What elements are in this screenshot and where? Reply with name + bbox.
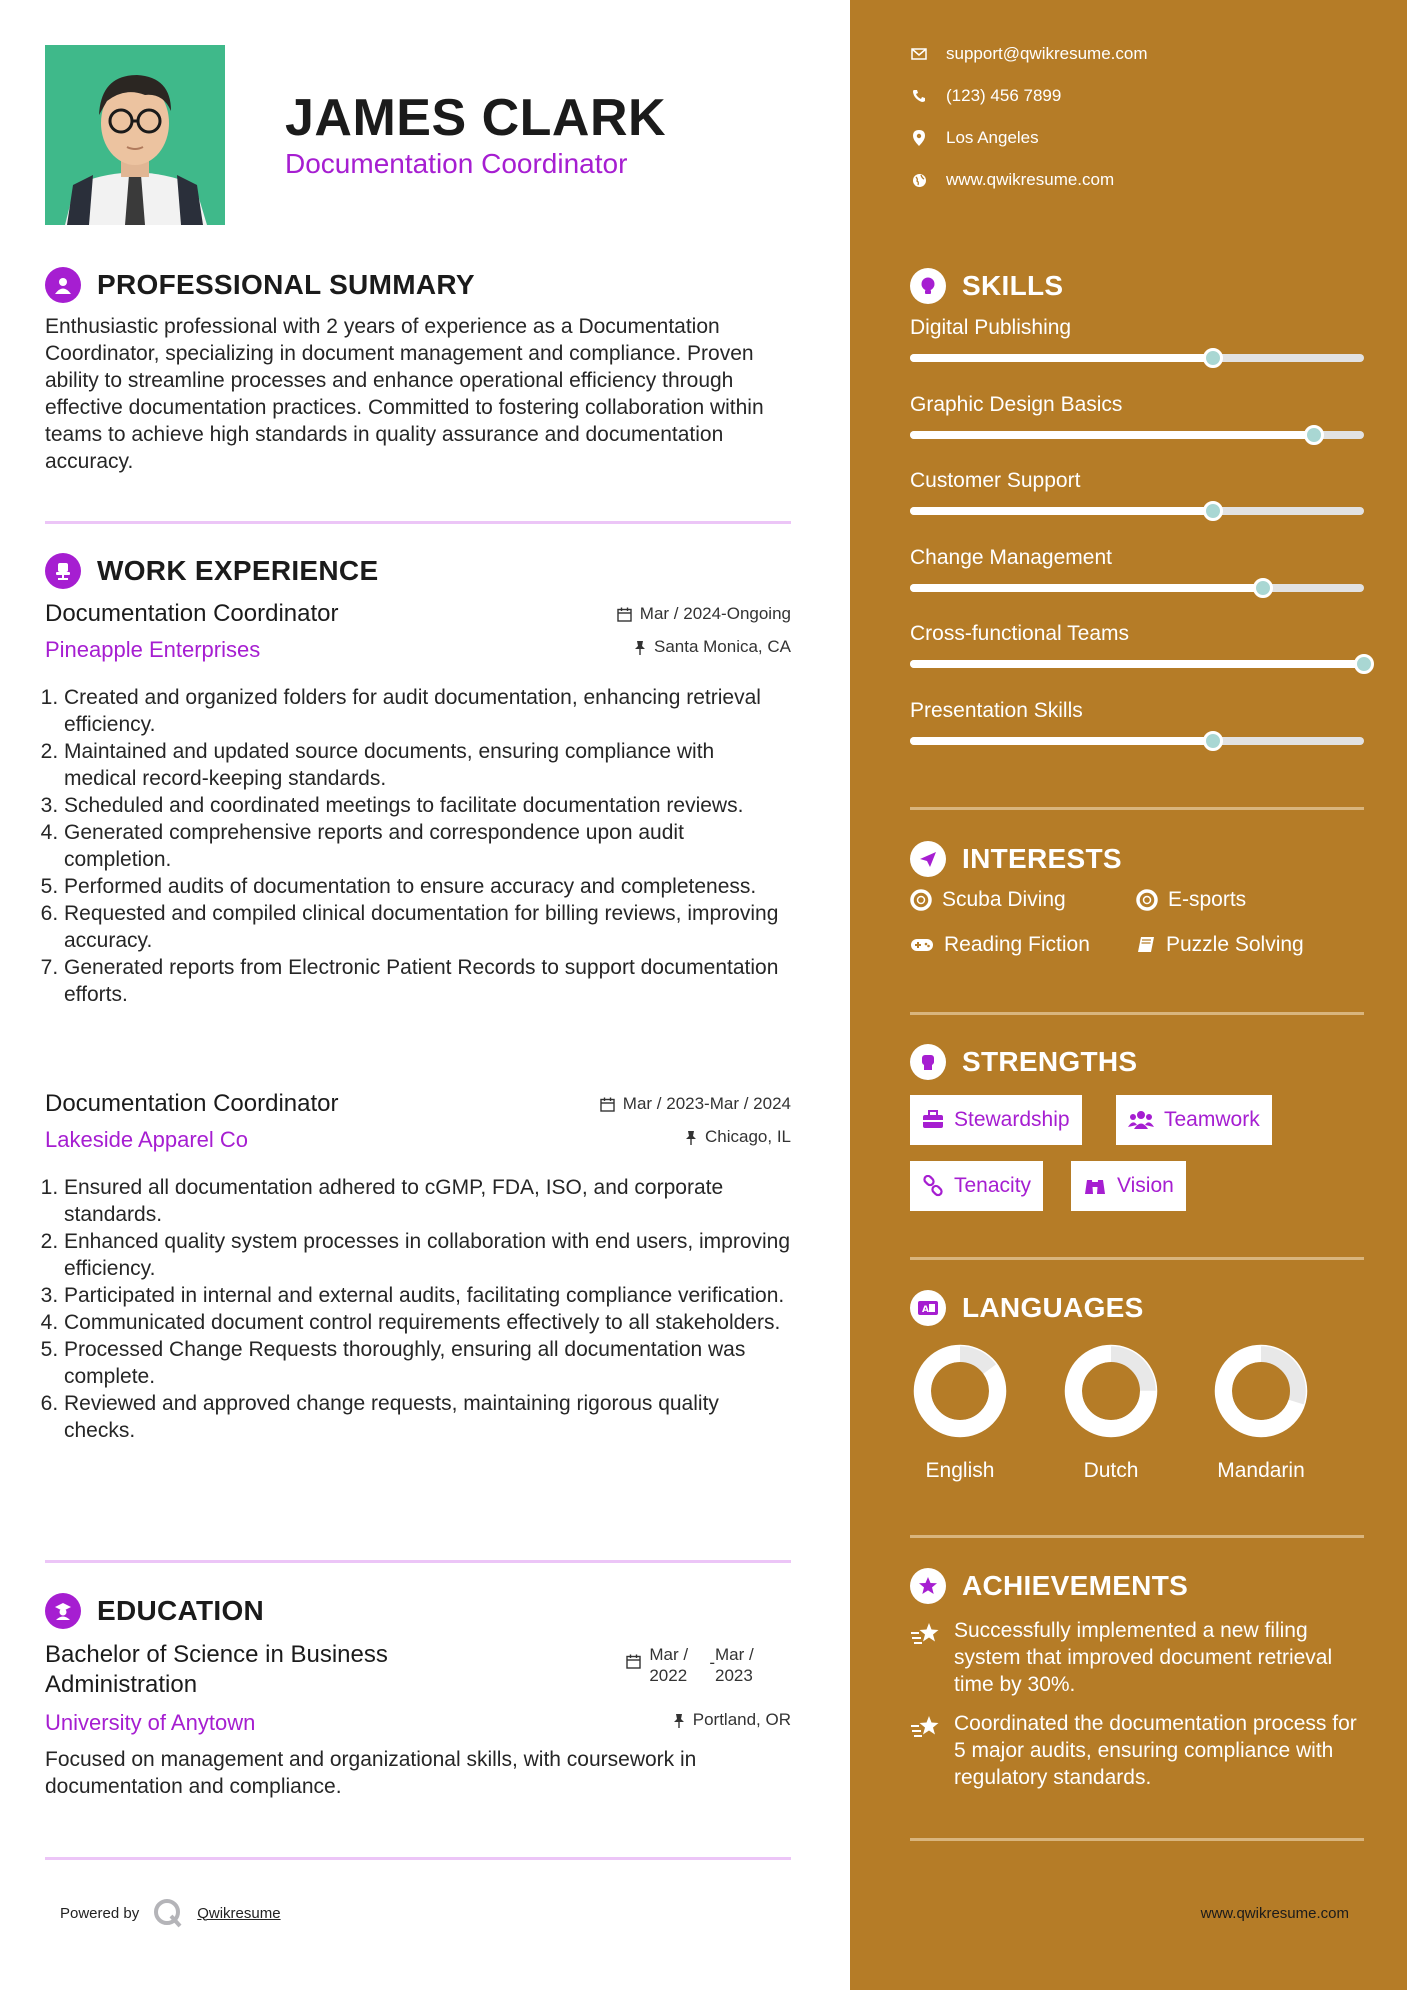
job-bullet: 6. Requested and compiled clinical documentation for billing reviews, improving accuracy.: [64, 900, 791, 954]
skill-slider-knob: [1253, 578, 1273, 598]
lifebuoy-icon: [910, 889, 932, 911]
job-location-text: Santa Monica, CA: [653, 637, 791, 656]
skill-name: Customer Support: [910, 469, 1081, 492]
avatar-illustration: [45, 45, 225, 225]
job-bullet: 1. Ensured all documentation adhered to cGMP, FDA, ISO, and corporate standards.: [64, 1174, 791, 1228]
education-title: EDUCATION: [97, 1595, 265, 1626]
divider: [910, 1838, 1364, 1841]
skill-slider-knob: [1203, 348, 1223, 368]
achievement-item: [910, 1710, 1370, 1791]
interest-item: [1136, 933, 1304, 957]
globe-icon: [910, 173, 928, 188]
skill-slider-fill: [910, 431, 1314, 439]
experience-title: WORK EXPERIENCE: [97, 555, 379, 586]
job-bullet: 5. Performed audits of documentation to ensure accuracy and completeness.: [64, 873, 791, 900]
sidebar: [850, 0, 1407, 1990]
job-bullet: 3. Scheduled and coordinated meetings to facilitate documentation reviews.: [64, 792, 791, 819]
job-location: [634, 637, 791, 657]
contact-email[interactable]: [910, 44, 1148, 64]
footer-website[interactable]: www.qwikresume.com: [1200, 1905, 1349, 1922]
divider: [45, 521, 791, 524]
binoculars-icon: [1083, 1176, 1107, 1196]
fist-icon: [910, 1044, 946, 1080]
contact-phone[interactable]: [910, 86, 1061, 106]
job-entry: [45, 600, 791, 1008]
contact-website[interactable]: [910, 170, 1114, 190]
link-icon: [922, 1175, 944, 1197]
skill-slider-knob: [1203, 731, 1223, 751]
location-text: Los Angeles: [946, 128, 1039, 147]
phone-icon: [910, 89, 928, 103]
powered-by: [60, 1898, 281, 1928]
user-icon: [45, 267, 81, 303]
degree: Bachelor of Science in Business Administration: [45, 1641, 388, 1698]
qwikresume-link[interactable]: Qwikresume: [197, 1904, 281, 1922]
language-name: Mandarin: [1217, 1459, 1305, 1482]
job-bullet: 4. Communicated document control requirements effectively to all stakeholders.: [64, 1309, 791, 1336]
pin-icon: [685, 1130, 697, 1145]
language-item: [910, 1343, 1010, 1483]
skill-item: [910, 546, 1364, 570]
achievements-heading: [910, 1568, 1188, 1604]
skill-slider: [910, 507, 1364, 515]
job-company: Pineapple Enterprises: [45, 637, 261, 662]
website-text: www.qwikresume.com: [946, 170, 1115, 189]
shooting-star-icon: [910, 1621, 942, 1647]
education-entry: [45, 1640, 791, 1798]
chair-icon: [45, 553, 81, 589]
language-item: [1211, 1343, 1311, 1483]
job-date: [600, 1094, 791, 1114]
summary-heading: [45, 267, 475, 303]
calendar-icon: [600, 1097, 615, 1112]
education-end: Mar / 2023: [715, 1645, 754, 1685]
interest-item: [1136, 888, 1246, 912]
languages-title: LANGUAGES: [962, 1292, 1144, 1323]
strength-badge: [1071, 1161, 1186, 1211]
skill-slider-knob: [1354, 654, 1374, 674]
skill-slider-knob: [1304, 425, 1324, 445]
gamepad-icon: [910, 937, 934, 953]
education-description: Focused on management and organizational skills, with coursework in documentation and compliance.: [45, 1748, 697, 1798]
job-bullet: 2. Enhanced quality system processes in collaboration with end users, improving efficiency.: [64, 1228, 791, 1282]
languages-heading: [910, 1290, 1144, 1326]
job-date: [617, 604, 791, 624]
job-bullet: 6. Reviewed and approved change requests, maintaining rigorous quality checks.: [64, 1390, 791, 1444]
strengths-title: STRENGTHS: [962, 1046, 1138, 1077]
divider: [910, 1257, 1364, 1260]
paper-plane-icon: [910, 841, 946, 877]
briefcase-icon: [922, 1110, 944, 1130]
star-icon: [910, 1568, 946, 1604]
lifebuoy-icon: [1136, 889, 1158, 911]
strength-badge: [910, 1095, 1082, 1145]
interests-title: INTERESTS: [962, 843, 1122, 874]
summary-text: Enthusiastic professional with 2 years of experience as a Documentation Coordinator, specializing in document management and compliance. Proven ability to streamline processes and enhance operational efficiency through effective documentation practices. Committed to fostering collaboration within teams to achieve high standards in quality assurance and documentation accuracy.: [45, 315, 764, 473]
users-icon: [1128, 1110, 1154, 1130]
graduate-icon: [45, 1593, 81, 1629]
experience-heading: [45, 553, 378, 589]
phone-text: (123) 456 7899: [946, 86, 1062, 105]
skill-slider-fill: [910, 507, 1213, 515]
interest-label: Reading Fiction: [944, 933, 1090, 956]
strength-badge: [1116, 1095, 1272, 1145]
interest-label: Puzzle Solving: [1166, 933, 1304, 956]
skill-slider-fill: [910, 354, 1213, 362]
language-ring: [1063, 1343, 1159, 1439]
shooting-star-icon: [910, 1714, 942, 1740]
job-header: [45, 600, 791, 670]
skill-item: [910, 393, 1364, 417]
job-header: [45, 1090, 791, 1160]
skills-title: SKILLS: [962, 270, 1064, 301]
summary-title: PROFESSIONAL SUMMARY: [97, 269, 475, 300]
skill-slider: [910, 354, 1364, 362]
education-dates: [626, 1644, 761, 1686]
contact-location: [910, 128, 1039, 148]
job-entry: [45, 1090, 791, 1444]
candidate-role: Documentation Coordinator: [285, 148, 628, 179]
strength-label: Tenacity: [954, 1174, 1032, 1197]
education-location-text: Portland, OR: [692, 1710, 791, 1729]
skill-slider-knob: [1203, 501, 1223, 521]
pin-icon: [673, 1713, 685, 1728]
strengths-heading: [910, 1044, 1137, 1080]
skill-slider-fill: [910, 737, 1213, 745]
book-icon: [1136, 935, 1156, 955]
job-company: Lakeside Apparel Co: [45, 1127, 249, 1152]
svg-text:A: A: [922, 1305, 929, 1315]
skill-slider-fill: [910, 584, 1263, 592]
job-bullets: [45, 1174, 791, 1444]
skill-slider: [910, 431, 1364, 439]
skill-name: Digital Publishing: [910, 316, 1072, 339]
interest-label: E-sports: [1168, 888, 1247, 911]
map-pin-icon: [910, 130, 928, 146]
language-ring: [912, 1343, 1008, 1439]
powered-by-label: Powered by: [60, 1904, 140, 1922]
language-ring: [1213, 1343, 1309, 1439]
language-name: English: [925, 1459, 995, 1482]
strength-label: Stewardship: [954, 1108, 1070, 1131]
skill-slider: [910, 660, 1364, 668]
skill-item: [910, 622, 1364, 646]
translate-icon: [910, 1290, 946, 1326]
divider: [45, 1857, 791, 1860]
achievement-text: Coordinated the documentation process for 5 major audits, ensuring compliance with regulatory standards.: [954, 1712, 1357, 1789]
interest-item: [910, 888, 1066, 912]
language-item: [1061, 1343, 1161, 1483]
achievements-title: ACHIEVEMENTS: [962, 1570, 1189, 1601]
skills-heading: [910, 268, 1063, 304]
divider: [45, 1560, 791, 1563]
achievement-item: [910, 1617, 1370, 1698]
job-title: Documentation Coordinator: [45, 600, 339, 627]
calendar-icon: [617, 607, 632, 622]
skill-item: [910, 699, 1364, 723]
divider: [910, 807, 1364, 810]
job-location-text: Chicago, IL: [705, 1127, 791, 1146]
education-start: Mar / 2022: [649, 1645, 689, 1685]
candidate-name: JAMES CLARK: [285, 89, 667, 147]
strength-badge: [910, 1161, 1043, 1211]
qwikresume-logo-icon: [153, 1898, 183, 1928]
job-bullet: 3. Participated in internal and external audits, facilitating compliance verification.: [64, 1282, 791, 1309]
job-location: [685, 1127, 791, 1147]
interests-heading: [910, 841, 1122, 877]
skill-slider: [910, 737, 1364, 745]
job-bullet: 7. Generated reports from Electronic Patient Records to support documentation efforts.: [64, 954, 791, 1008]
divider: [910, 1012, 1364, 1015]
job-date-text: Mar / 2024-Ongoing: [639, 604, 791, 623]
skill-slider-fill: [910, 660, 1364, 668]
school: University of Anytown: [45, 1710, 256, 1735]
job-title: Documentation Coordinator: [45, 1090, 339, 1117]
envelope-icon: [910, 48, 928, 60]
achievement-text: Successfully implemented a new filing system that improved document retrieval time by 30%.: [954, 1619, 1333, 1696]
job-date-text: Mar / 2023-Mar / 2024: [622, 1094, 791, 1113]
skill-name: Graphic Design Basics: [910, 392, 1123, 416]
skill-item: [910, 316, 1364, 340]
job-bullet: 5. Processed Change Requests thoroughly, ensuring all documentation was complete.: [64, 1336, 791, 1390]
job-bullets: [45, 684, 791, 1008]
date-separator: -: [709, 1653, 715, 1672]
skill-item: [910, 469, 1364, 493]
divider: [910, 1535, 1364, 1538]
lightbulb-icon: [910, 268, 946, 304]
skill-name: Cross-functional Teams: [910, 622, 1130, 645]
job-bullet: 4. Generated comprehensive reports and correspondence upon audit completion.: [64, 819, 791, 873]
job-bullet: 1. Created and organized folders for audit documentation, enhancing retrieval efficiency.: [64, 684, 791, 738]
education-location: [673, 1710, 791, 1730]
language-name: Dutch: [1083, 1459, 1139, 1482]
interest-label: Scuba Diving: [942, 888, 1066, 911]
email-text: support@qwikresume.com: [946, 44, 1148, 63]
pin-icon: [634, 640, 646, 655]
job-bullet: 2. Maintained and updated source documents, ensuring compliance with medical record-keeping standards.: [64, 738, 791, 792]
skill-name: Presentation Skills: [910, 698, 1083, 722]
interest-item: [910, 933, 1090, 957]
strength-label: Vision: [1117, 1174, 1174, 1197]
calendar-icon: [626, 1654, 641, 1669]
skill-name: Change Management: [910, 545, 1112, 569]
strength-label: Teamwork: [1164, 1108, 1260, 1131]
education-heading: [45, 1593, 264, 1629]
skill-slider: [910, 584, 1364, 592]
profile-photo: [45, 45, 225, 225]
